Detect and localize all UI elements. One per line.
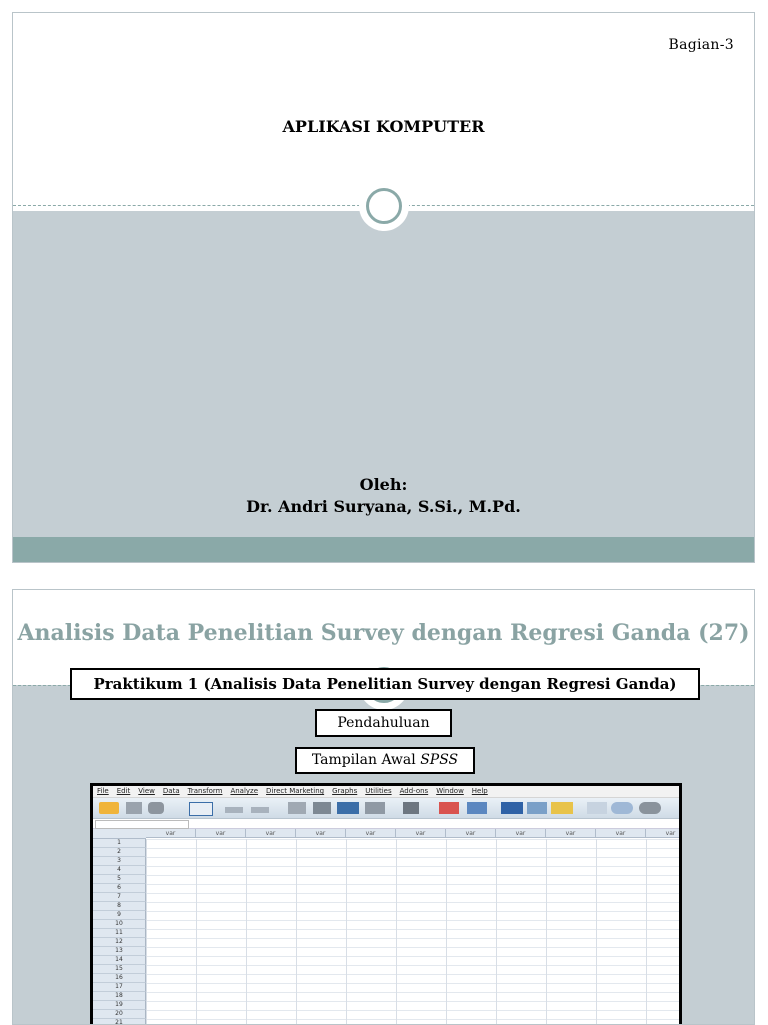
author-name: Dr. Andri Suryana, S.Si., M.Pd. bbox=[246, 497, 521, 516]
corner-cell bbox=[93, 829, 146, 839]
row-number[interactable]: 21 bbox=[93, 1019, 146, 1025]
caption-box bbox=[295, 747, 475, 774]
spss-screenshot bbox=[90, 783, 682, 1025]
insert-variable-icon[interactable] bbox=[467, 802, 487, 814]
row-number[interactable]: 18 bbox=[93, 992, 146, 1001]
split-file-icon[interactable] bbox=[501, 802, 523, 814]
column-header[interactable]: var bbox=[496, 829, 546, 838]
section-box: Pendahuluan bbox=[315, 709, 452, 737]
row-number[interactable]: 19 bbox=[93, 1001, 146, 1010]
spss-menubar bbox=[93, 786, 679, 798]
author-block bbox=[13, 474, 754, 518]
title-slide bbox=[12, 12, 755, 563]
divider-circle-ring bbox=[366, 188, 402, 224]
column-header[interactable]: var bbox=[146, 829, 196, 838]
cell-editor-bar bbox=[93, 819, 679, 829]
title-slide-body bbox=[13, 211, 754, 537]
grid-cells[interactable] bbox=[146, 839, 679, 1025]
praktikum-box: Praktikum 1 (Analisis Data Penelitian Survey dengan Regresi Ganda) bbox=[70, 668, 700, 700]
spss-toolbar bbox=[93, 798, 679, 819]
menu-item[interactable]: Add-ons bbox=[399, 787, 429, 795]
print-icon[interactable] bbox=[148, 802, 164, 814]
goto-case-icon[interactable] bbox=[288, 802, 306, 814]
use-sets-icon[interactable] bbox=[611, 802, 633, 814]
column-header[interactable]: var bbox=[646, 829, 682, 838]
menu-item[interactable]: Analyze bbox=[230, 787, 259, 795]
column-header[interactable]: var bbox=[346, 829, 396, 838]
redo-icon[interactable] bbox=[251, 807, 269, 813]
row-number[interactable]: 20 bbox=[93, 1010, 146, 1019]
part-label: Bagian-3 bbox=[668, 37, 734, 53]
row-number[interactable]: 12 bbox=[93, 938, 146, 947]
value-labels-icon[interactable] bbox=[587, 802, 607, 814]
menu-item[interactable]: Utilities bbox=[365, 787, 392, 795]
select-cases-icon[interactable] bbox=[551, 802, 573, 814]
row-number[interactable]: 8 bbox=[93, 902, 146, 911]
row-number[interactable]: 7 bbox=[93, 893, 146, 902]
caption-text: Tampilan Awal bbox=[311, 752, 421, 768]
footer-band bbox=[13, 537, 754, 563]
caption-spss: SPSS bbox=[420, 752, 459, 768]
menu-item[interactable]: Help bbox=[471, 787, 488, 795]
dialog-recall-icon[interactable] bbox=[189, 802, 213, 816]
cell-reference-field[interactable] bbox=[95, 820, 189, 829]
menu-item[interactable]: File bbox=[97, 787, 109, 795]
row-number[interactable]: 3 bbox=[93, 857, 146, 866]
menu-item[interactable]: Direct Marketing bbox=[266, 787, 325, 795]
weight-cases-icon[interactable] bbox=[527, 802, 547, 814]
row-number[interactable]: 4 bbox=[93, 866, 146, 875]
open-folder-icon[interactable] bbox=[99, 802, 119, 814]
column-header[interactable]: var bbox=[546, 829, 596, 838]
undo-icon[interactable] bbox=[225, 807, 243, 813]
row-number[interactable]: 1 bbox=[93, 839, 146, 848]
menu-item[interactable]: View bbox=[138, 787, 155, 795]
goto-variable-icon[interactable] bbox=[313, 802, 331, 814]
find-icon[interactable] bbox=[365, 802, 385, 814]
divider-circle-icon bbox=[359, 181, 409, 231]
menu-item[interactable]: Edit bbox=[116, 787, 131, 795]
save-icon[interactable] bbox=[126, 802, 142, 814]
binoculars-icon[interactable] bbox=[403, 802, 419, 814]
column-header[interactable]: var bbox=[196, 829, 246, 838]
row-number[interactable]: 13 bbox=[93, 947, 146, 956]
column-header[interactable]: var bbox=[396, 829, 446, 838]
column-header[interactable]: var bbox=[596, 829, 646, 838]
menu-item[interactable]: Transform bbox=[187, 787, 223, 795]
menu-item[interactable]: Data bbox=[162, 787, 180, 795]
column-header[interactable]: var bbox=[246, 829, 296, 838]
row-header-column bbox=[93, 829, 146, 1025]
row-number[interactable]: 10 bbox=[93, 920, 146, 929]
slide-title: Analisis Data Penelitian Survey dengan Regresi Ganda (27) bbox=[17, 620, 750, 646]
row-number[interactable]: 2 bbox=[93, 848, 146, 857]
row-number[interactable]: 14 bbox=[93, 956, 146, 965]
row-number[interactable]: 17 bbox=[93, 983, 146, 992]
row-number[interactable]: 5 bbox=[93, 875, 146, 884]
show-sets-icon[interactable] bbox=[639, 802, 661, 814]
row-number[interactable]: 6 bbox=[93, 884, 146, 893]
author-label: Oleh: bbox=[359, 475, 408, 494]
content-slide bbox=[12, 589, 755, 1025]
menu-item[interactable]: Window bbox=[436, 787, 464, 795]
row-number[interactable]: 16 bbox=[93, 974, 146, 983]
variables-icon[interactable] bbox=[337, 802, 359, 814]
menu-item[interactable]: Graphs bbox=[332, 787, 358, 795]
insert-cases-icon[interactable] bbox=[439, 802, 459, 814]
row-number[interactable]: 15 bbox=[93, 965, 146, 974]
row-number[interactable]: 9 bbox=[93, 911, 146, 920]
presentation-title: APLIKASI KOMPUTER bbox=[282, 117, 485, 136]
column-header[interactable]: var bbox=[296, 829, 346, 838]
column-header[interactable]: var bbox=[446, 829, 496, 838]
row-number[interactable]: 11 bbox=[93, 929, 146, 938]
